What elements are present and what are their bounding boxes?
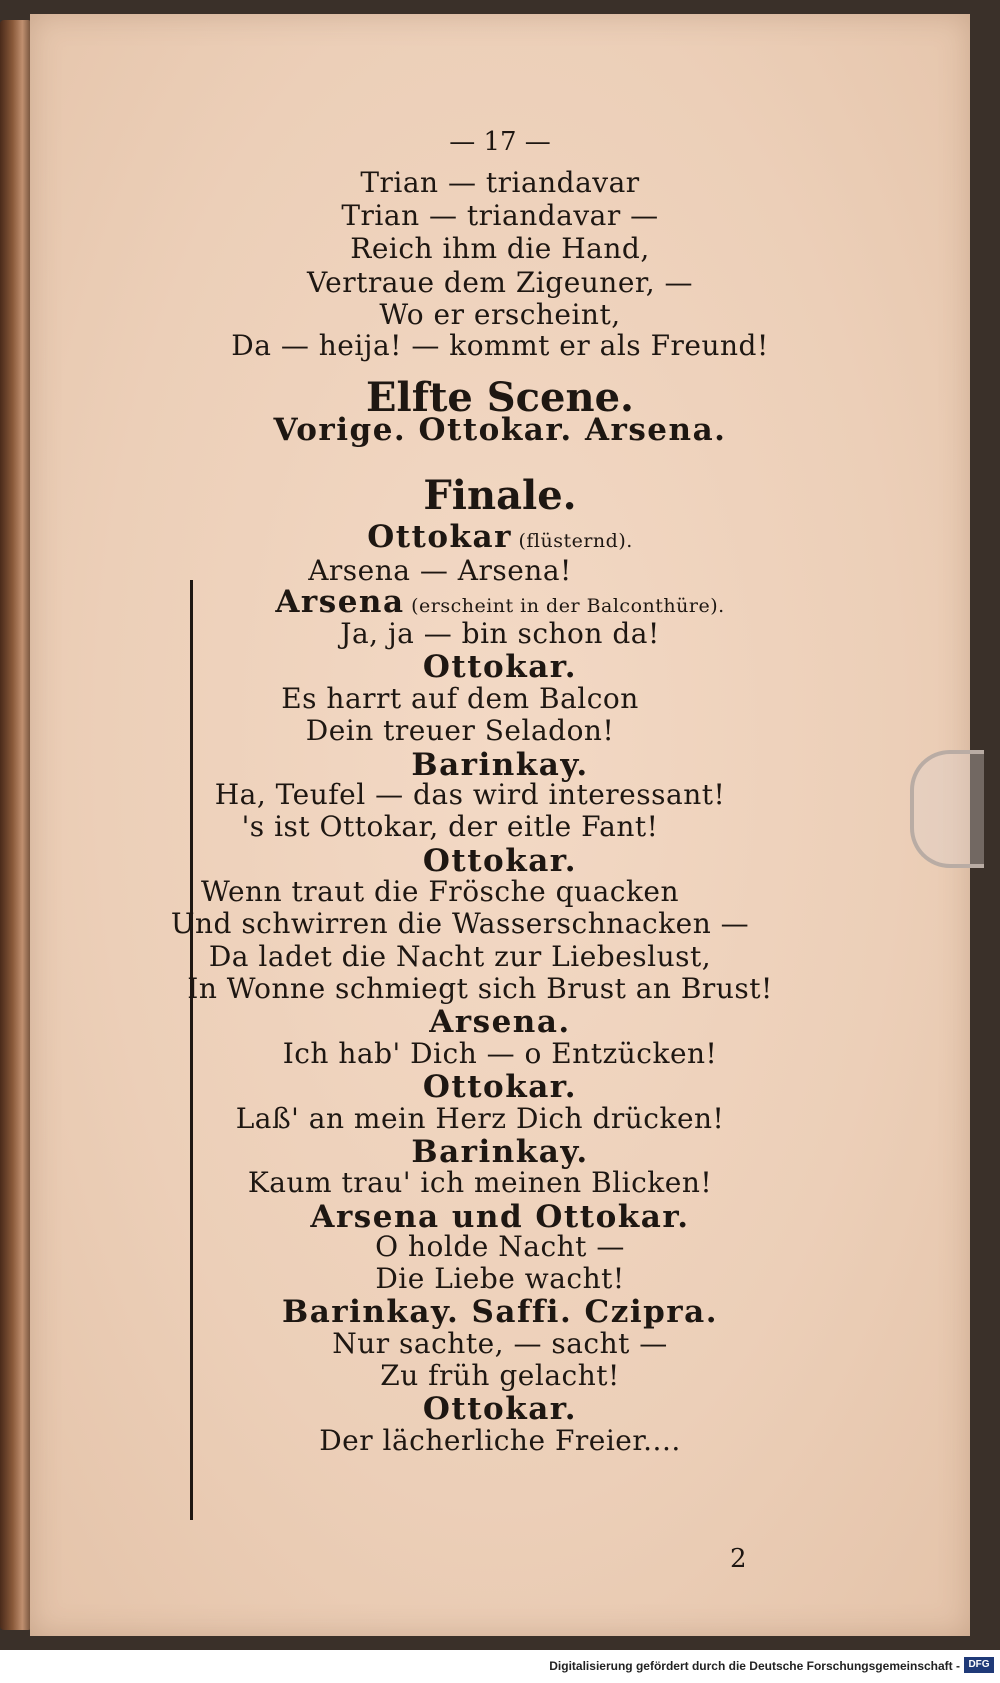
line-text: Vorige. Ottokar. Arsena. bbox=[273, 412, 727, 448]
line-text: O holde Nacht — bbox=[375, 1230, 625, 1263]
verse-line bbox=[30, 199, 970, 232]
line-text: In Wonne schmiegt sich Brust an Brust! bbox=[187, 972, 773, 1005]
speaker-name bbox=[30, 1004, 970, 1040]
verse-line bbox=[0, 554, 910, 587]
line-text: Kaum trau' ich meinen Blicken! bbox=[247, 1166, 713, 1199]
line-text: Die Liebe wacht! bbox=[375, 1262, 625, 1295]
line-text: 's ist Ottokar, der eitle Fant! bbox=[241, 810, 659, 843]
line-text: Arsena bbox=[275, 584, 405, 620]
line-text: Wo er erscheint, bbox=[379, 298, 621, 331]
verse-line bbox=[30, 1359, 970, 1392]
verse-line bbox=[0, 778, 940, 811]
dfg-logo: DFG bbox=[964, 1657, 994, 1673]
verse-line bbox=[30, 1424, 970, 1457]
verse-line bbox=[0, 907, 930, 940]
speaker-name bbox=[30, 649, 970, 685]
verse-line bbox=[30, 1230, 970, 1263]
line-text: Ottokar. bbox=[422, 843, 578, 879]
funding-credit: Digitalisierung gefördert durch die Deutsche Forschungsgemeinschaft - bbox=[549, 1659, 960, 1673]
verse-line bbox=[30, 1327, 970, 1360]
ensemble-bracket bbox=[190, 580, 199, 1520]
line-text: Nur sachte, — sacht — bbox=[332, 1327, 668, 1360]
verse-line bbox=[30, 298, 970, 331]
line-text: Da ladet die Nacht zur Liebeslust, bbox=[208, 940, 712, 973]
verse-line bbox=[30, 166, 970, 199]
book-page bbox=[30, 14, 970, 1636]
line-text: Es harrt auf dem Balcon bbox=[281, 682, 639, 715]
line-text: Ja, ja — bin schon da! bbox=[340, 617, 660, 650]
line-text: Ottokar. bbox=[422, 649, 578, 685]
verse-line bbox=[0, 810, 920, 843]
line-text: Und schwirren die Wasserschnacken — bbox=[170, 907, 750, 940]
line-text: Reich ihm die Hand, bbox=[350, 232, 650, 265]
stage-direction: (flüsternd). bbox=[511, 530, 633, 552]
stage-direction: (erscheint in der Balconthüre). bbox=[404, 595, 725, 617]
line-text: Zu früh gelacht! bbox=[380, 1359, 620, 1392]
footer-bar bbox=[0, 1650, 1000, 1683]
line-text: Ottokar. bbox=[422, 1069, 578, 1105]
verse-line bbox=[30, 617, 970, 650]
speaker-name bbox=[30, 843, 970, 879]
verse-line bbox=[30, 232, 970, 265]
section-heading bbox=[30, 472, 970, 519]
line-text: Ottokar. bbox=[422, 1391, 578, 1427]
verse-line bbox=[10, 1102, 950, 1135]
line-text: Ich hab' Dich — o Entzücken! bbox=[282, 1037, 718, 1070]
verse-line bbox=[30, 1037, 970, 1070]
speaker-name bbox=[30, 1391, 970, 1427]
line-text: Trian — triandavar — bbox=[341, 199, 659, 232]
speaker-name bbox=[30, 1069, 970, 1105]
verse-line bbox=[0, 875, 910, 908]
verse-line bbox=[30, 1262, 970, 1295]
line-text: Laß' an mein Herz Dich drücken! bbox=[235, 1102, 725, 1135]
verse-line bbox=[0, 714, 930, 747]
line-text: Ottokar bbox=[367, 519, 512, 555]
line-text: Da — heija! — kommt er als Freund! bbox=[231, 329, 769, 362]
line-text: Wenn traut die Frösche quacken bbox=[200, 875, 680, 908]
line-text: Elfte Scene. bbox=[366, 374, 634, 421]
speaker-name bbox=[30, 412, 970, 448]
verse-line bbox=[0, 940, 930, 973]
speaker-name bbox=[30, 1294, 970, 1330]
speaker-name bbox=[30, 519, 970, 555]
line-text: Trian — triandavar bbox=[360, 166, 640, 199]
line-text: Dein treuer Seladon! bbox=[305, 714, 615, 747]
line-text: Finale. bbox=[423, 472, 577, 519]
verse-line bbox=[10, 1166, 950, 1199]
line-text: Arsena. bbox=[429, 1004, 571, 1040]
line-text: Arsena und Ottokar. bbox=[310, 1199, 690, 1235]
line-text: Barinkay. Saffi. Czipra. bbox=[282, 1294, 718, 1330]
verse-line bbox=[30, 329, 970, 362]
line-text: Barinkay. bbox=[411, 747, 589, 783]
line-text: Vertraue dem Zigeuner, — bbox=[306, 266, 694, 299]
verse-line bbox=[0, 682, 930, 715]
line-text: Arsena — Arsena! bbox=[308, 554, 572, 587]
verse-line bbox=[30, 266, 970, 299]
speaker-name bbox=[30, 1134, 970, 1170]
line-text: Ha, Teufel — das wird interessant! bbox=[214, 778, 726, 811]
signature-mark: 2 bbox=[730, 1544, 747, 1574]
speaker-name bbox=[30, 584, 970, 620]
verse-line bbox=[10, 972, 950, 1005]
page-number: — 17 — bbox=[449, 127, 551, 157]
line-text: Der lächerliche Freier.... bbox=[319, 1424, 681, 1457]
page-clip bbox=[910, 750, 984, 868]
line-text: Barinkay. bbox=[411, 1134, 589, 1170]
